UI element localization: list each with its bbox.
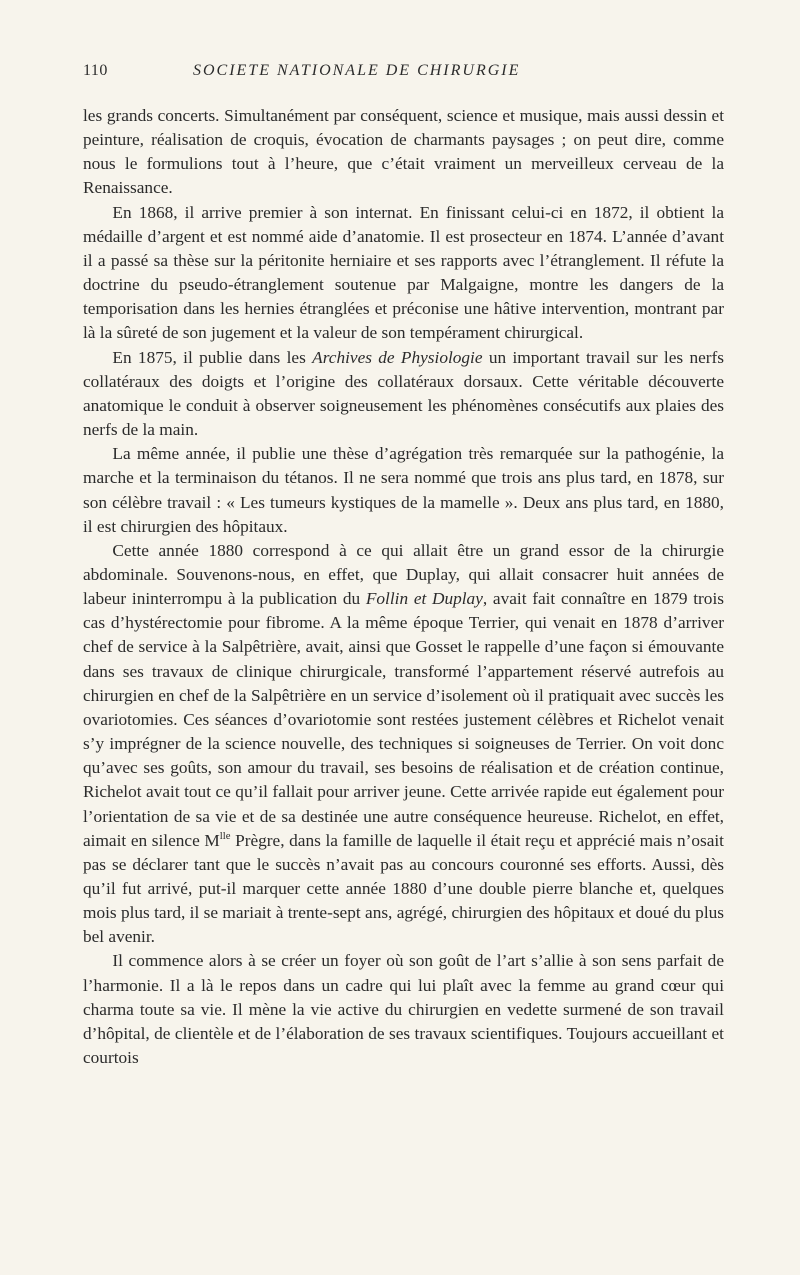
superscript-abbreviation: lle bbox=[219, 829, 231, 842]
paragraph bbox=[83, 346, 724, 443]
running-title: SOCIETE NATIONALE DE CHIRURGIE bbox=[193, 62, 521, 79]
paragraph-text: , avait fait connaître en 1879 trois cas d’hystérectomie pour fibrome. A la même époque Terrier, qui venait en 1878 d’arriver chef de service à la Salpêtrière, avait, ainsi que Gosset le rappelle d’une façon si émouvante dans ses travaux de clinique chirurgicale, transformé l’appartement réservé autrefois au chirurgien en chef de la Salpêtrière en un service d’isolement où il pratiquait avec succès les ovariotomies. Ces séances d’ovariotomie sont restées justement célèbres et Richelot venait s’y imprégner de la science nouvelle, des techniques si soigneuses de Terrier. On voit donc qu’avec ses goûts, son amour du travail, ses besoins de réalisation et de création continue, Richelot avait tout ce qu’il fallait pour arriver jeune. Cette arrivée rapide eut également pour l’orientation de sa vie et de sa destinée une autre conséquence heureuse. Richelot, en effet, aimait en silence M bbox=[83, 589, 724, 850]
body-text bbox=[83, 104, 724, 1070]
paragraph: Il commence alors à se créer un foyer où son goût de l’art s’allie à son sens parfait de l’harmonie. Il a là le repos dans un cadre qui lui plaît avec la femme au grand cœur qui charma toute sa vie. Il mène la vie active du chirurgien en vedette surmené de son travail d’hôpital, de clientèle et de l’élaboration de ses travaux scientifiques. Toujours accueillant et courtois bbox=[83, 951, 724, 1068]
journal-title: Archives de Physiologie bbox=[312, 347, 483, 367]
page-header bbox=[83, 62, 724, 86]
paragraph: La même année, il publie une thèse d’agrégation très remarquée sur la pathogénie, la marche et la terminaison du tétanos. Il ne sera nommé que trois ans plus tard, en 1878, sur son célèbre travail : « Les tumeurs kystiques de la mamelle ». Deux ans plus tard, en 1880, il est chirurgien des hôpitaux. bbox=[83, 444, 724, 536]
paragraph-text: Prègre, dans la famille de laquelle il était reçu et apprécié mais n’osait pas se déclarer tant que le succès n’avait pas au concours couronné ses efforts. Aussi, dès qu’il fut arrivé, put-il marquer cette année 1880 d’une double pierre blanche et, quelques mois plus tard, il se mariait à trente-sept ans, agrégé, chirurgien des hôpitaux et doué du plus bel avenir. bbox=[83, 830, 724, 947]
paragraph: les grands concerts. Simultanément par conséquent, science et musique, mais aussi dessin et peinture, réalisation de croquis, évocation de charmants paysages ; on peut dire, comme nous le formulions tout à l’heure, que c’était vraiment un merveilleux cerveau de la Renaissance. bbox=[83, 106, 724, 198]
paragraph-text: Cette année 1880 correspond à ce qui allait être un grand essor de la chirurgie abdominale. Souvenons-nous, en effet, que Duplay, qui allait consacrer huit années de labeur ininterrompu à la publication du bbox=[83, 540, 724, 609]
paragraph-text: En 1875, il publie dans les bbox=[112, 347, 313, 367]
book-title: Follin et Duplay bbox=[365, 589, 483, 609]
paragraph: En 1868, il arrive premier à son internat. En finissant celui-ci en 1872, il obtient la médaille d’argent et est nommé aide d’anatomie. Il est prosecteur en 1874. L’année d’avant il a passé sa thèse sur la péritonite herniaire et ses rapports avec l’étranglement. Il réfute la doctrine du pseudo-étranglement soutenue par Malgaigne, montre les dangers de la temporisation dans les hernies étranglées et préconise une hâtive intervention, montrant par là la sûreté de son jugement et la valeur de son tempérament chirurgical. bbox=[83, 202, 724, 343]
page-number: 110 bbox=[83, 62, 108, 79]
paragraph bbox=[83, 539, 724, 950]
paragraph-text: un important travail sur les nerfs collatéraux des doigts et l’origine des collatéraux dorsaux. Cette véritable découverte anatomique le conduit à observer soigneusement les phénomènes consécutifs aux plaies des nerfs de la main. bbox=[83, 347, 724, 440]
